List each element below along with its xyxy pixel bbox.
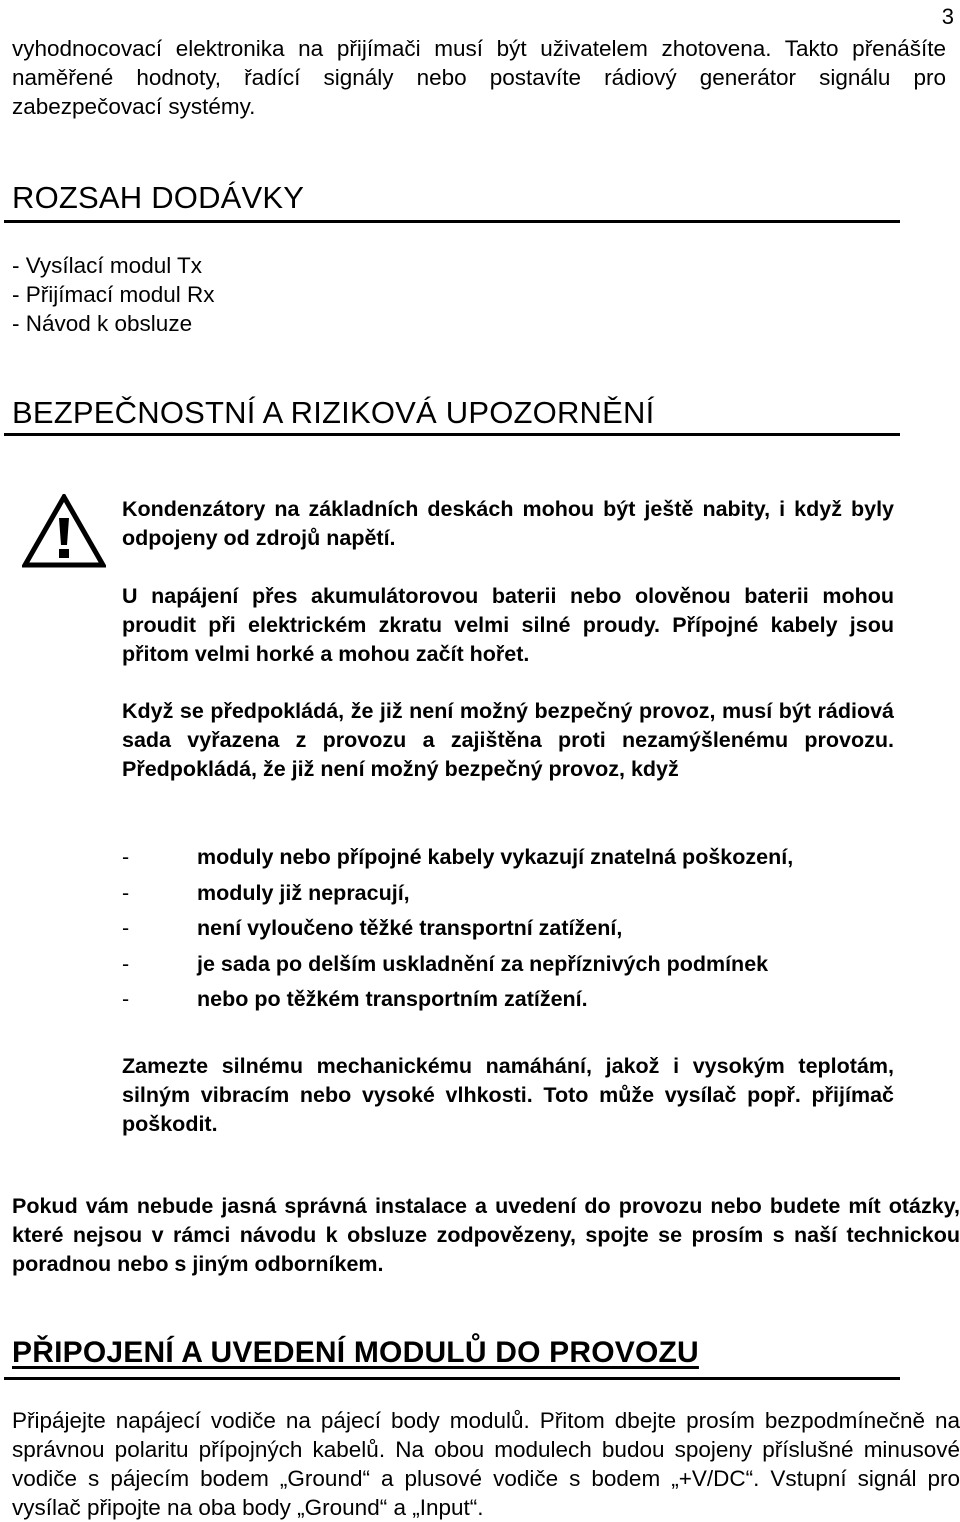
safety-operation-warning: Když se předpokládá, že již není možný bezpečný provoz, musí být rádiová sada vyřazena z provozu a zajištěna proti nezamýšlenému provozu. Předpokládá, že již není možný bezpečný provoz, když (122, 699, 894, 781)
intro-paragraph: vyhodnocovací elektronika na přijímači musí být uživatelem zhotovena. Takto přenášíte naměřené hodnoty, řadící signály nebo postavíte rádiový generátor signálu pro zabezpečovací systémy. (12, 36, 946, 119)
connection-heading-rule (4, 1377, 900, 1380)
page-number: 3 (941, 4, 954, 29)
warning-triangle-icon (22, 494, 106, 568)
unsafe-conditions-list (122, 840, 902, 1018)
safety-heading: BEZPEČNOSTNÍ A RIZIKOVÁ UPOZORNĚNÍ (12, 395, 655, 430)
scope-item-tx: - Vysílací modul Tx (12, 253, 203, 278)
list-item: - moduly již nepracují, (122, 880, 410, 905)
scope-heading: ROZSAH DODÁVKY (12, 180, 305, 215)
safety-heading-rule (4, 433, 900, 436)
list-item: - je sada po delším uskladnění za nepříznivých podmínek (122, 951, 769, 976)
scope-item-rx: - Přijímací modul Rx (12, 282, 215, 307)
contact-paragraph: Pokud vám nebude jasná správná instalace a uvedení do provozu nebo budete mít otázky, které nejsou v rámci návodu k obsluze zodpovězeny, spojte se prosím s naší technickou poradnou nebo s jiným odborníkem. (12, 1194, 960, 1276)
connection-heading: PŘIPOJENÍ A UVEDENÍ MODULŮ DO PROVOZU (12, 1336, 699, 1369)
connection-paragraph: Připájejte napájecí vodiče na pájecí body modulů. Přitom dbejte prosím bezpodmínečně na správnou polaritu přípojných kabelů. Na obou modulech budou spojeny příslušné minusové vodiče s pájecím bodem „Ground“ a plusové vodiče s bodem „+V/DC“. Vstupní signál pro vysílač připojte na oba body „Ground“ a „Input“. (12, 1408, 960, 1520)
scope-heading-rule (4, 220, 900, 223)
scope-item-manual: - Návod k obsluze (12, 311, 193, 336)
safety-battery-warning: U napájení přes akumulátorovou baterii nebo olověnou baterii mohou proudit při elektrickém zkratu velmi silné proudy. Přípojné kabely jsou přitom velmi horké a mohou začít hořet. (122, 584, 894, 666)
scope-list (12, 251, 215, 338)
list-item: - moduly nebo přípojné kabely vykazují znatelná poškození, (122, 845, 794, 869)
safety-capacitor-warning: Kondenzátory na základních deskách mohou být ještě nabity, i když byly odpojeny od zdrojů napětí. (122, 497, 894, 550)
safety-mechanical-warning: Zamezte silnému mechanickému namáhání, jakož i vysokým teplotám, silným vibracím nebo vysoké vlhkosti. Toto může vysílač popř. přijímač poškodit. (122, 1054, 894, 1136)
list-item: - nebo po těžkém transportním zatížení. (122, 987, 588, 1011)
list-item: - není vyloučeno těžké transportní zatížení, (122, 916, 623, 940)
